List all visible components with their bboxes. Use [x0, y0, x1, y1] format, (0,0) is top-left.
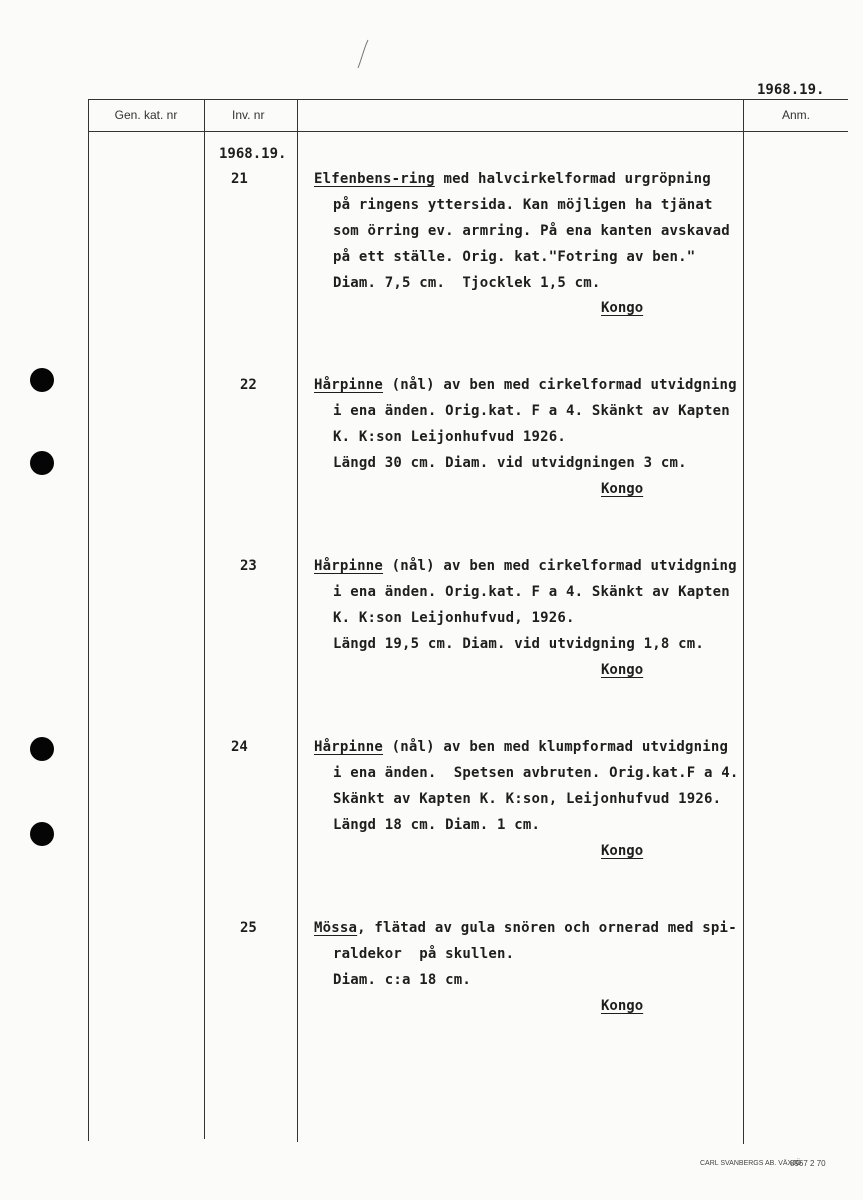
entry-origin: Kongo [601, 662, 644, 678]
entry-first-line [314, 739, 728, 755]
form-code: 8967 2 70 [790, 1159, 826, 1168]
entry-first-line-text: (nål) av ben med cirkelformad utvidgning [383, 558, 737, 574]
entry-title: Hårpinne [314, 377, 384, 393]
header-top-rule [88, 99, 848, 100]
entry-line: raldekor på skullen. [333, 946, 515, 962]
entry-line: Diam. 7,5 cm. Tjocklek 1,5 cm. [333, 275, 601, 291]
collection-number: 1968.19. [219, 146, 287, 162]
column-header-gen-kat-nr: Gen. kat. nr [114, 108, 178, 122]
entry-line: på ett ställe. Orig. kat."Fotring av ben." [333, 249, 696, 265]
printer-imprint: CARL SVANBERGS AB. VÄXJÖ [700, 1160, 802, 1167]
catalog-reference: 1968.19. [757, 82, 825, 98]
binder-hole [30, 822, 54, 846]
column-header-inv-nr: Inv. nr [232, 108, 265, 122]
column-divider-left [88, 99, 89, 1141]
inventory-number: 23 [240, 558, 257, 574]
entry-line: Längd 30 cm. Diam. vid utvidgningen 3 cm. [333, 455, 687, 471]
entry-origin: Kongo [601, 481, 644, 497]
pencil-mark [350, 38, 380, 72]
inventory-number: 25 [240, 920, 257, 936]
entry-first-line-text: , flätad av gula snören och ornerad med spi- [357, 920, 737, 936]
header-bottom-rule [88, 131, 848, 132]
entry-first-line-text: med halvcirkelformad urgröpning [434, 171, 711, 187]
entry-origin: Kongo [601, 998, 644, 1014]
entry-origin: Kongo [601, 843, 644, 859]
entry-line: Skänkt av Kapten K. K:son, Leijonhufvud 1926. [333, 791, 722, 807]
binder-hole [30, 451, 54, 475]
column-divider-2 [297, 99, 298, 1142]
entry-title: Hårpinne [314, 739, 384, 755]
entry-line: i ena änden. Orig.kat. F a 4. Skänkt av Kapten [333, 584, 730, 600]
inventory-number: 22 [240, 377, 257, 393]
column-header-anm: Anm. [781, 108, 810, 122]
entry-title: Hårpinne [314, 558, 384, 574]
entry-origin: Kongo [601, 300, 644, 316]
entry-first-line-text: (nål) av ben med klumpformad utvidgning [383, 739, 729, 755]
binder-hole [30, 368, 54, 392]
entry-line: K. K:son Leijonhufvud 1926. [333, 429, 566, 445]
entry-title: Mössa [314, 920, 358, 936]
entry-line: i ena änden. Orig.kat. F a 4. Skänkt av Kapten [333, 403, 730, 419]
entry-line: på ringens yttersida. Kan möjligen ha tjänat [333, 197, 713, 213]
inventory-number: 21 [231, 171, 248, 187]
entry-first-line [314, 920, 737, 936]
entry-line: Längd 18 cm. Diam. 1 cm. [333, 817, 541, 833]
entry-first-line [314, 171, 711, 187]
entry-line: K. K:son Leijonhufvud, 1926. [333, 610, 575, 626]
column-divider-1 [204, 99, 205, 1139]
inventory-number: 24 [231, 739, 248, 755]
binder-hole [30, 737, 54, 761]
entry-line: Diam. c:a 18 cm. [333, 972, 472, 988]
entry-first-line-text: (nål) av ben med cirkelformad utvidgning [383, 377, 737, 393]
entry-line: som örring ev. armring. På ena kanten avskavad [333, 223, 730, 239]
column-divider-3 [743, 99, 744, 1144]
entry-line: i ena änden. Spetsen avbruten. Orig.kat.F a 4. [333, 765, 739, 781]
entry-title: Elfenbens-ring [314, 171, 435, 187]
entry-line: Längd 19,5 cm. Diam. vid utvidgning 1,8 cm. [333, 636, 705, 652]
entry-first-line [314, 377, 737, 393]
entry-first-line [314, 558, 737, 574]
